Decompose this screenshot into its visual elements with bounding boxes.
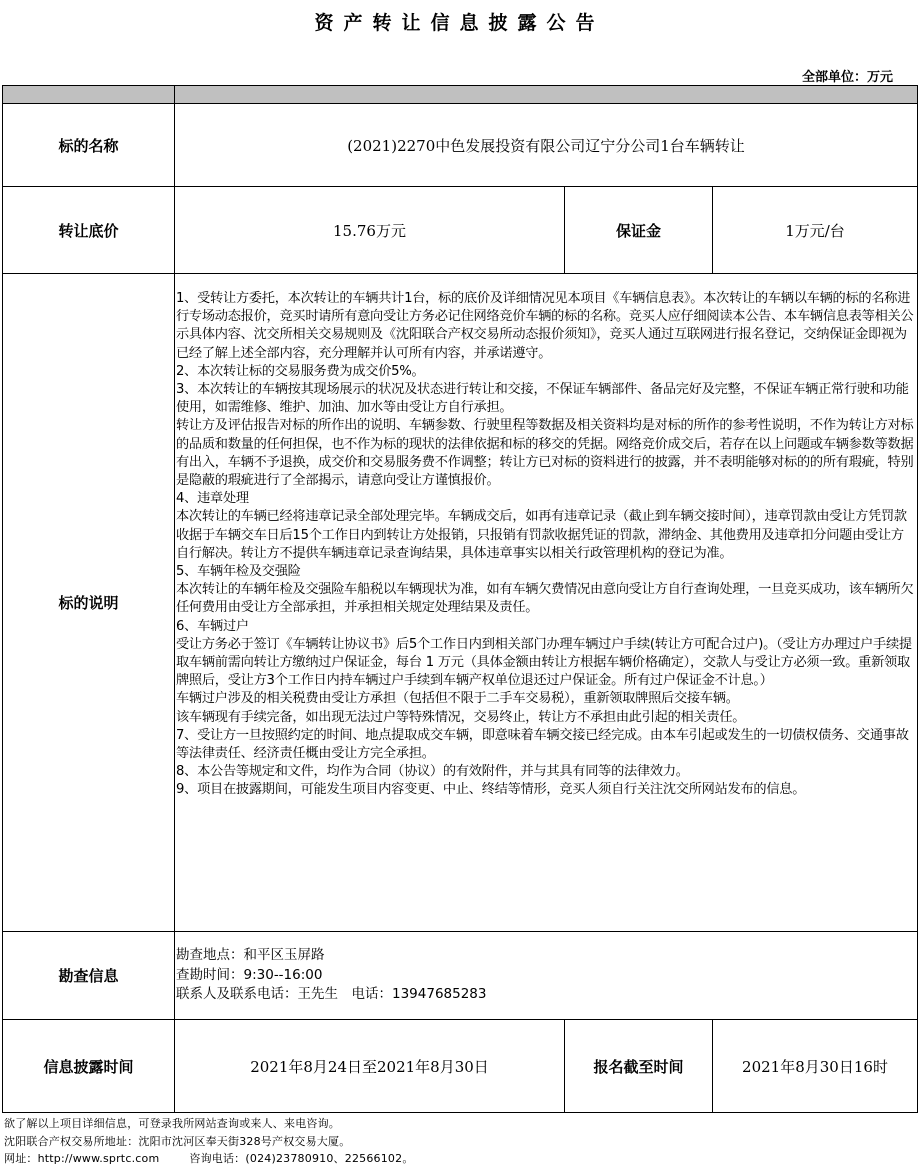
price-label: 转让底价	[3, 187, 175, 274]
disclosure-time-value: 2021年8月24日至2021年8月30日	[175, 1020, 565, 1113]
survey-label: 勘查信息	[3, 932, 175, 1020]
announcement-table	[2, 85, 918, 1113]
deadline-label: 报名截至时间	[565, 1020, 713, 1113]
description-paragraph: 本次转让的车辆已经将违章记录全部处理完毕。车辆成交后，如再有违章记录（截止到车辆交接时间），违章罚款由受让方凭罚款收据于车辆交车日后15个工作日内到转让方处报销，只报销有罚款收据凭证的罚款，滞纳金、其他费用及违章扣分问题由受让方自行解决。转让方不提供车辆违章记录查询结果，具体违章事实以相关行政管理机构的登记为准。	[176, 509, 907, 561]
header-cell-right	[175, 86, 918, 104]
description-paragraph: 3、本次转让的车辆按其现场展示的状况及状态进行转让和交接，不保证车辆部件、备品完好及完整，不保证车辆正常行驶和功能使用，如需维修、维护、加油、加水等由受让方自行承担。	[176, 382, 909, 416]
subject-name-value: (2021)2270中色发展投资有限公司辽宁分公司1台车辆转让	[175, 104, 918, 187]
description-paragraph: 受让方务必于签订《车辆转让协议书》后5个工作日内到相关部门办理车辆过户手续(转让方可配合过户)。（受让方办理过户手续提取车辆前需向转让方缴纳过户保证金，每台 1 万元（具体金额由转让方根据车辆价格确定），交款人与受让方必须一致。重新领取牌照后，受让方3个工作日内持车辆过户手续到车辆产权单位退还过户保证金。所有过户保证金不计息。）	[176, 636, 912, 689]
footer-line-contact	[4, 1150, 414, 1168]
description-text	[175, 274, 918, 932]
deposit-value: 1万元/台	[713, 187, 918, 274]
deposit-label: 保证金	[565, 187, 713, 274]
disclosure-time-label: 信息披露时间	[3, 1020, 175, 1113]
description-paragraph: 7、受让方一旦按照约定的时间、地点提取成交车辆，即意味着车辆交接已经完成。由本车引起或发生的一切债权债务、交通事故等法律责任、经济责任概由受让方完全承担。	[176, 727, 909, 762]
row-price	[3, 187, 918, 274]
price-value: 15.76万元	[175, 187, 565, 274]
footer	[4, 1115, 414, 1168]
description-paragraph: 8、本公告等规定和文件，均作为合同（协议）的有效附件，并与其具有同等的法律效力。	[176, 764, 689, 780]
website-link[interactable]: 网址：http://www.sprtc.com	[4, 1152, 160, 1165]
description-paragraph: 车辆过户涉及的相关税费由受让方承担（包括但不限于二手车交易税），重新领取牌照后交接车辆。	[176, 691, 739, 707]
page-title: 资产转让信息披露公告	[314, 12, 605, 34]
description-paragraph: 转让方及评估报告对标的所作出的说明、车辆参数、行驶里程等数据及相关资料均是对标的所作的参考性说明，不作为转让方对标的品质和数量的任何担保，也不作为标的现状的法律依据和标的移交的凭据。网络竞价成交后，若存在以上问题或车辆参数等数据有出入，车辆不予退换，成交价和交易服务费不作调整；转让方已对标的资料进行的披露，并不表明能够对标的的所有瑕疵，特别是隐蔽的瑕疵进行了全部揭示，请意向受让方谨慎报价。	[176, 418, 914, 489]
survey-contact: 联系人及联系电话：王先生 电话：13947685283	[176, 986, 487, 1003]
survey-info	[175, 932, 918, 1020]
description-paragraph: 6、车辆过户	[176, 618, 249, 634]
description-paragraph: 本次转让的车辆年检及交强险车船税以车辆现状为准，如有车辆欠费情况由意向受让方自行查询处理，一旦竞买成功，该车辆所欠任何费用由受让方全部承担，并承担相关规定处理结果及责任。	[176, 582, 914, 616]
description-paragraph: 2、本次转让标的交易服务费为成交价5%。	[176, 363, 425, 379]
row-description	[3, 274, 918, 932]
description-paragraph: 1、受转让方委托，本次转让的车辆共计1台，标的底价及详细情况见本项目《车辆信息表》。本次转让的车辆以车辆的标的名称进行专场动态报价，竞买时请所有意向受让方务必记住网络竞价车辆的标的名称。竞买人应仔细阅读本公告、本车辆信息表等相关公示具体内容、沈交所相关交易规则及《沈阳联合产权交易所动态报价须知》，竞买人通过互联网进行报名登记，交纳保证金即视为已经了解上述全部内容，充分理解并认可所有内容，并承诺遵守。	[176, 291, 914, 361]
footer-line-address: 沈阳联合产权交易所地址：沈阳市沈河区奉天街328号产权交易大厦。	[4, 1134, 351, 1148]
row-subject-name	[3, 104, 918, 187]
header-cell-left	[3, 86, 175, 104]
description-paragraph: 该车辆现有手续完备，如出现无法过户等特殊情况，交易终止，转让方不承担由此引起的相关责任。	[176, 709, 746, 725]
description-paragraph: 4、违章处理	[176, 491, 249, 507]
survey-time: 查勘时间：9:30--16:00	[176, 966, 323, 983]
deadline-value: 2021年8月30日16时	[713, 1020, 918, 1113]
unit-note: 全部单位：万元	[801, 70, 893, 85]
subject-name-label: 标的名称	[3, 104, 175, 187]
row-dates	[3, 1020, 918, 1113]
consult-phone: 咨询电话：(024)23780910、22566102。	[189, 1152, 414, 1165]
footer-line-info: 欲了解以上项目详细信息，可登录我所网站查询或来人、来电咨询。	[4, 1117, 340, 1130]
description-label: 标的说明	[3, 274, 175, 932]
survey-location: 勘查地点：和平区玉屏路	[176, 947, 325, 964]
description-paragraph: 9、项目在披露期间，可能发生项目内容变更、中止、终结等情形，竞买人须自行关注沈交所网站发布的信息。	[176, 782, 806, 798]
header-row	[3, 86, 918, 104]
description-paragraph: 5、车辆年检及交强险	[176, 564, 301, 580]
row-survey	[3, 932, 918, 1020]
